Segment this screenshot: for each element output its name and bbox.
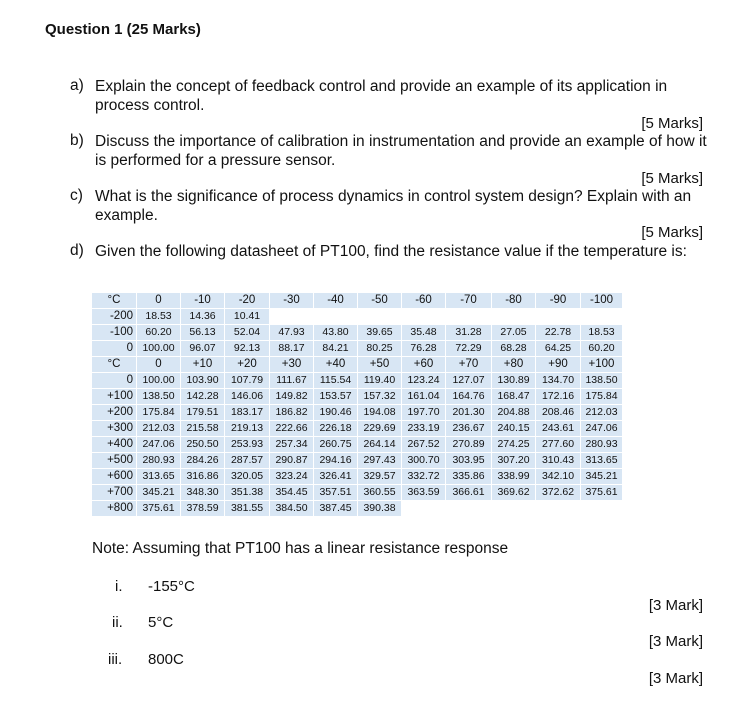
table-cell: 372.62 <box>536 485 581 501</box>
question-c-letter: c) <box>70 187 83 204</box>
table-column-header: +60 <box>402 357 446 373</box>
table-cell: 260.75 <box>314 437 358 453</box>
table-cell: 52.04 <box>225 325 270 341</box>
table-cell: 280.93 <box>581 437 623 453</box>
table-cell: 201.30 <box>446 405 492 421</box>
table-cell: 146.06 <box>225 389 270 405</box>
table-cell: 64.25 <box>536 341 581 357</box>
table-cell: 338.99 <box>492 469 536 485</box>
table-column-header: +80 <box>492 357 536 373</box>
table-cell: 175.84 <box>581 389 623 405</box>
table-empty-cell <box>446 501 492 517</box>
table-cell: 175.84 <box>137 405 181 421</box>
table-cell: 240.15 <box>492 421 536 437</box>
table-header-row <box>92 357 623 373</box>
table-cell: 157.32 <box>358 389 402 405</box>
table-cell: 351.38 <box>225 485 270 501</box>
table-cell: 253.93 <box>225 437 270 453</box>
subpart-iii-value: 800C <box>148 651 184 668</box>
table-cell: 381.55 <box>225 501 270 517</box>
table-cell: 287.57 <box>225 453 270 469</box>
table-cell: 194.08 <box>358 405 402 421</box>
subpart-ii-value: 5°C <box>148 614 174 631</box>
table-cell: 345.21 <box>137 485 181 501</box>
table-cell: 375.61 <box>581 485 623 501</box>
table-cell: 320.05 <box>225 469 270 485</box>
table-row <box>92 437 623 453</box>
table-cell: 257.34 <box>270 437 314 453</box>
table-cell: 10.41 <box>225 309 270 325</box>
table-cell: 316.86 <box>181 469 225 485</box>
table-cell: 313.65 <box>137 469 181 485</box>
table-row <box>92 501 623 517</box>
table-column-header: +30 <box>270 357 314 373</box>
table-cell: 332.72 <box>402 469 446 485</box>
table-cell: 22.78 <box>536 325 581 341</box>
subpart-i-marks: [3 Mark] <box>648 597 703 614</box>
table-cell: 183.17 <box>225 405 270 421</box>
table-cell: 208.46 <box>536 405 581 421</box>
table-cell: 348.30 <box>181 485 225 501</box>
table-empty-cell <box>581 501 623 517</box>
table-cell: 390.38 <box>358 501 402 517</box>
question-c-marks: [5 Marks] <box>641 224 703 241</box>
table-cell: 247.06 <box>581 421 623 437</box>
table-cell: 243.61 <box>536 421 581 437</box>
table-cell: 323.24 <box>270 469 314 485</box>
subpart-i-value: -155°C <box>148 578 195 595</box>
table-row-header: +200 <box>92 405 137 421</box>
table-cell: 313.65 <box>581 453 623 469</box>
table-cell: 297.43 <box>358 453 402 469</box>
table-row <box>92 325 623 341</box>
table-cell: 294.16 <box>314 453 358 469</box>
table-cell: 222.66 <box>270 421 314 437</box>
table-cell: 360.55 <box>358 485 402 501</box>
table-cell: 100.00 <box>137 341 181 357</box>
table-cell: 387.45 <box>314 501 358 517</box>
table-empty-cell <box>536 309 581 325</box>
table-cell: 39.65 <box>358 325 402 341</box>
table-cell: 31.28 <box>446 325 492 341</box>
table-cell: 142.28 <box>181 389 225 405</box>
table-empty-cell <box>402 309 446 325</box>
table-empty-cell <box>402 501 446 517</box>
table-column-header: -50 <box>358 293 402 309</box>
table-unit-header: °C <box>92 357 137 373</box>
table-cell: 375.61 <box>137 501 181 517</box>
table-cell: 138.50 <box>137 389 181 405</box>
table-cell: 378.59 <box>181 501 225 517</box>
table-row-header: +700 <box>92 485 137 501</box>
table-column-header: -10 <box>181 293 225 309</box>
question-a-text: Explain the concept of feedback control and provide an example of its application in process control. <box>95 78 668 114</box>
table-column-header: +50 <box>358 357 402 373</box>
table-cell: 233.19 <box>402 421 446 437</box>
table-cell: 264.14 <box>358 437 402 453</box>
linearity-note: Note: Assuming that PT100 has a linear resistance response <box>92 540 509 557</box>
table-empty-cell <box>581 309 623 325</box>
pt100-datasheet-table <box>91 292 623 517</box>
table-cell: 250.50 <box>181 437 225 453</box>
question-a-marks: [5 Marks] <box>641 115 703 132</box>
table-cell: 303.95 <box>446 453 492 469</box>
table-cell: 18.53 <box>137 309 181 325</box>
table-cell: 96.07 <box>181 341 225 357</box>
table-column-header: -80 <box>492 293 536 309</box>
table-cell: 357.51 <box>314 485 358 501</box>
table-cell: 100.00 <box>137 373 181 389</box>
table-cell: 168.47 <box>492 389 536 405</box>
table-empty-cell <box>492 309 536 325</box>
table-row-header: +400 <box>92 437 137 453</box>
table-column-header: +70 <box>446 357 492 373</box>
table-cell: 335.86 <box>446 469 492 485</box>
table-column-header: 0 <box>137 293 181 309</box>
table-cell: 247.06 <box>137 437 181 453</box>
table-empty-cell <box>358 309 402 325</box>
table-row-header: -200 <box>92 309 137 325</box>
table-row <box>92 373 623 389</box>
table-column-header: -40 <box>314 293 358 309</box>
table-row <box>92 485 623 501</box>
question-b-marks: [5 Marks] <box>641 170 703 187</box>
subpart-iii-marks: [3 Mark] <box>648 670 703 687</box>
subpart-ii-number: ii. <box>112 614 123 631</box>
subpart-iii-number: iii. <box>108 651 123 668</box>
question-d-text: Given the following datasheet of PT100, find the resistance value if the temperature is: <box>95 243 687 260</box>
table-column-header: -100 <box>581 293 623 309</box>
table-column-header: -60 <box>402 293 446 309</box>
table-row-header: -100 <box>92 325 137 341</box>
table-row <box>92 421 623 437</box>
table-column-header: 0 <box>137 357 181 373</box>
table-row-header: +600 <box>92 469 137 485</box>
table-row-header: +100 <box>92 389 137 405</box>
table-cell: 130.89 <box>492 373 536 389</box>
table-cell: 179.51 <box>181 405 225 421</box>
subpart-ii-marks: [3 Mark] <box>648 633 703 650</box>
table-cell: 215.58 <box>181 421 225 437</box>
table-cell: 134.70 <box>536 373 581 389</box>
table-cell: 310.43 <box>536 453 581 469</box>
table-cell: 68.28 <box>492 341 536 357</box>
table-cell: 164.76 <box>446 389 492 405</box>
table-cell: 326.41 <box>314 469 358 485</box>
table-cell: 60.20 <box>581 341 623 357</box>
table-cell: 197.70 <box>402 405 446 421</box>
question-c-text: What is the significance of process dynamics in control system design? Explain with an example. <box>95 188 692 224</box>
table-empty-cell <box>270 309 314 325</box>
table-cell: 60.20 <box>137 325 181 341</box>
table-cell: 290.87 <box>270 453 314 469</box>
table-row-header: 0 <box>92 373 137 389</box>
table-empty-cell <box>492 501 536 517</box>
question-b-text: Discuss the importance of calibration in instrumentation and provide an example of how it is performed for a pressure sensor. <box>95 133 707 169</box>
table-cell: 47.93 <box>270 325 314 341</box>
table-empty-cell <box>314 309 358 325</box>
table-row <box>92 389 623 405</box>
table-column-header: -30 <box>270 293 314 309</box>
table-cell: 107.79 <box>225 373 270 389</box>
table-column-header: +10 <box>181 357 225 373</box>
table-cell: 161.04 <box>402 389 446 405</box>
table-cell: 307.20 <box>492 453 536 469</box>
table-column-header: -90 <box>536 293 581 309</box>
table-column-header: +100 <box>581 357 623 373</box>
table-row <box>92 309 623 325</box>
table-cell: 229.69 <box>358 421 402 437</box>
table-cell: 115.54 <box>314 373 358 389</box>
table-row <box>92 469 623 485</box>
table-row-header: +300 <box>92 421 137 437</box>
table-cell: 369.62 <box>492 485 536 501</box>
table-cell: 80.25 <box>358 341 402 357</box>
table-cell: 76.28 <box>402 341 446 357</box>
table-cell: 111.67 <box>270 373 314 389</box>
table-cell: 56.13 <box>181 325 225 341</box>
table-header-row <box>92 293 623 309</box>
table-cell: 274.25 <box>492 437 536 453</box>
table-empty-cell <box>536 501 581 517</box>
table-cell: 277.60 <box>536 437 581 453</box>
table-cell: 366.61 <box>446 485 492 501</box>
table-cell: 123.24 <box>402 373 446 389</box>
table-column-header: +90 <box>536 357 581 373</box>
table-cell: 149.82 <box>270 389 314 405</box>
table-row <box>92 453 623 469</box>
table-cell: 267.52 <box>402 437 446 453</box>
table-column-header: +20 <box>225 357 270 373</box>
table-row-header: 0 <box>92 341 137 357</box>
table-cell: 138.50 <box>581 373 623 389</box>
question-a-letter: a) <box>70 77 84 94</box>
table-empty-cell <box>446 309 492 325</box>
table-cell: 18.53 <box>581 325 623 341</box>
table-cell: 103.90 <box>181 373 225 389</box>
table-column-header: -20 <box>225 293 270 309</box>
table-cell: 127.07 <box>446 373 492 389</box>
table-cell: 88.17 <box>270 341 314 357</box>
table-cell: 92.13 <box>225 341 270 357</box>
table-cell: 384.50 <box>270 501 314 517</box>
table-cell: 363.59 <box>402 485 446 501</box>
table-cell: 119.40 <box>358 373 402 389</box>
table-unit-header: °C <box>92 293 137 309</box>
table-cell: 345.21 <box>581 469 623 485</box>
question-b-letter: b) <box>70 132 84 149</box>
table-cell: 219.13 <box>225 421 270 437</box>
table-column-header: +40 <box>314 357 358 373</box>
table-cell: 226.18 <box>314 421 358 437</box>
table-cell: 354.45 <box>270 485 314 501</box>
table-cell: 212.03 <box>581 405 623 421</box>
table-cell: 172.16 <box>536 389 581 405</box>
table-cell: 190.46 <box>314 405 358 421</box>
table-cell: 72.29 <box>446 341 492 357</box>
table-cell: 270.89 <box>446 437 492 453</box>
table-cell: 284.26 <box>181 453 225 469</box>
table-row <box>92 341 623 357</box>
table-cell: 84.21 <box>314 341 358 357</box>
table-row <box>92 405 623 421</box>
table-column-header: -70 <box>446 293 492 309</box>
table-cell: 212.03 <box>137 421 181 437</box>
table-cell: 43.80 <box>314 325 358 341</box>
table-cell: 280.93 <box>137 453 181 469</box>
table-row-header: +800 <box>92 501 137 517</box>
table-cell: 35.48 <box>402 325 446 341</box>
table-cell: 236.67 <box>446 421 492 437</box>
table-row-header: +500 <box>92 453 137 469</box>
table-cell: 27.05 <box>492 325 536 341</box>
table-cell: 342.10 <box>536 469 581 485</box>
table-cell: 329.57 <box>358 469 402 485</box>
table-cell: 186.82 <box>270 405 314 421</box>
subpart-i-number: i. <box>115 578 123 595</box>
table-cell: 204.88 <box>492 405 536 421</box>
table-cell: 14.36 <box>181 309 225 325</box>
question-d-letter: d) <box>70 242 84 259</box>
question-heading: Question 1 (25 Marks) <box>45 21 201 38</box>
table-cell: 153.57 <box>314 389 358 405</box>
table-cell: 300.70 <box>402 453 446 469</box>
